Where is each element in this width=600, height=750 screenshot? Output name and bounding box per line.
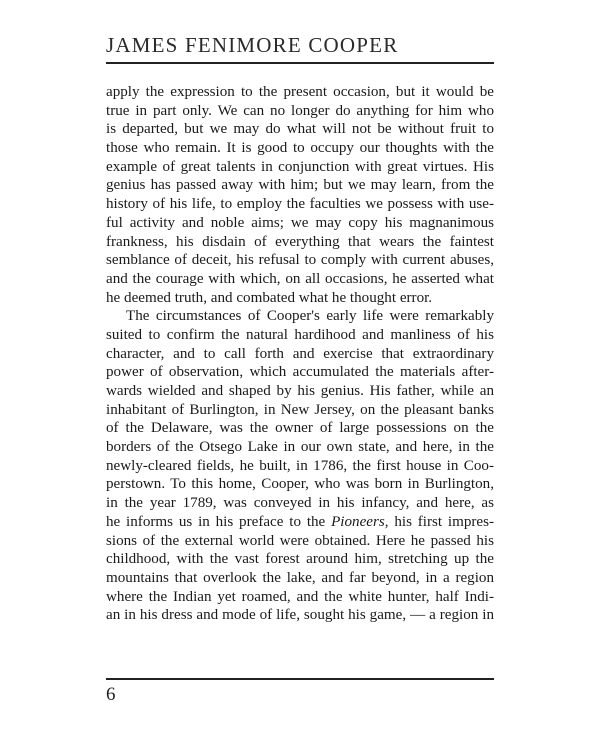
text-line: childhood, with the vast forest around him, stretching up the — [106, 551, 494, 568]
text-line: of the Delaware, was the owner of large possessions on the — [106, 420, 494, 437]
text-line: in the year 1789, was conveyed in his infancy, and here, as — [106, 495, 494, 512]
text-line: mountains that overlook the lake, and far beyond, in a region — [106, 569, 494, 586]
text-fragment: he informs us in his preface to the — [106, 513, 332, 530]
footer-rule — [106, 678, 494, 680]
page-number: 6 — [106, 684, 116, 705]
text-line: history of his life, to employ the faculties we possess with use- — [106, 196, 494, 213]
text-line: suited to confirm the natural hardihood and manliness of his — [106, 326, 494, 343]
text-line: semblance of deceit, his refusal to comply with current abuses, — [106, 252, 494, 269]
text-line: those who remain. It is good to occupy our thoughts with the — [106, 140, 494, 157]
text-line: wards wielded and shaped by his genius. His father, while an — [106, 383, 494, 399]
text-line: true in part only. We can no longer do anything for him who — [106, 102, 494, 119]
text-line: inhabitant of Burlington, in New Jersey, on the pleasant banks — [106, 401, 494, 418]
text-line: genius has passed away with him; but we may learn, from the — [106, 177, 494, 194]
text-line-with-italic — [106, 513, 494, 532]
italic-title: Pioneers — [331, 513, 385, 530]
running-head: JAMES FENIMORE COOPER — [106, 33, 399, 57]
text-line: example of great talents in conjunction with great virtues. His — [106, 158, 494, 175]
text-line: ful activity and noble aims; we may copy his magnanimous — [106, 214, 494, 231]
text-fragment: , his first impres- — [384, 513, 494, 530]
text-line: character, and to call forth and exercise that extraordinary — [106, 345, 494, 362]
text-line: he deemed truth, and combated what he thought error. — [106, 289, 433, 306]
text-line: where the Indian yet roamed, and the white hunter, half Indi- — [106, 588, 494, 605]
text-line: borders of the Otsego Lake in our own state, and here, in the — [106, 439, 494, 456]
text-line: power of observation, which accumulated the materials after- — [106, 364, 494, 381]
header-rule — [106, 62, 494, 64]
body-text — [106, 83, 494, 625]
text-line: frankness, his disdain of everything that wears the faintest — [106, 233, 494, 250]
text-line: newly-cleared fields, he built, in 1786, the first house in Coo- — [106, 457, 494, 474]
text-line: and the courage with which, on all occasions, he asserted what — [106, 270, 494, 287]
text-line: apply the expression to the present occasion, but it would be — [106, 84, 494, 100]
text-line: an in his dress and mode of life, sought his game, — a region in — [106, 607, 494, 624]
text-line: is departed, but we may do what will not be without fruit to — [106, 121, 494, 138]
paragraph-first-line: The circumstances of Cooper's early life were remarkably — [126, 308, 494, 325]
text-line: perstown. To this home, Cooper, who was born in Burlington, — [106, 476, 494, 493]
text-line: sions of the external world were obtained. Here he passed his — [106, 532, 494, 549]
